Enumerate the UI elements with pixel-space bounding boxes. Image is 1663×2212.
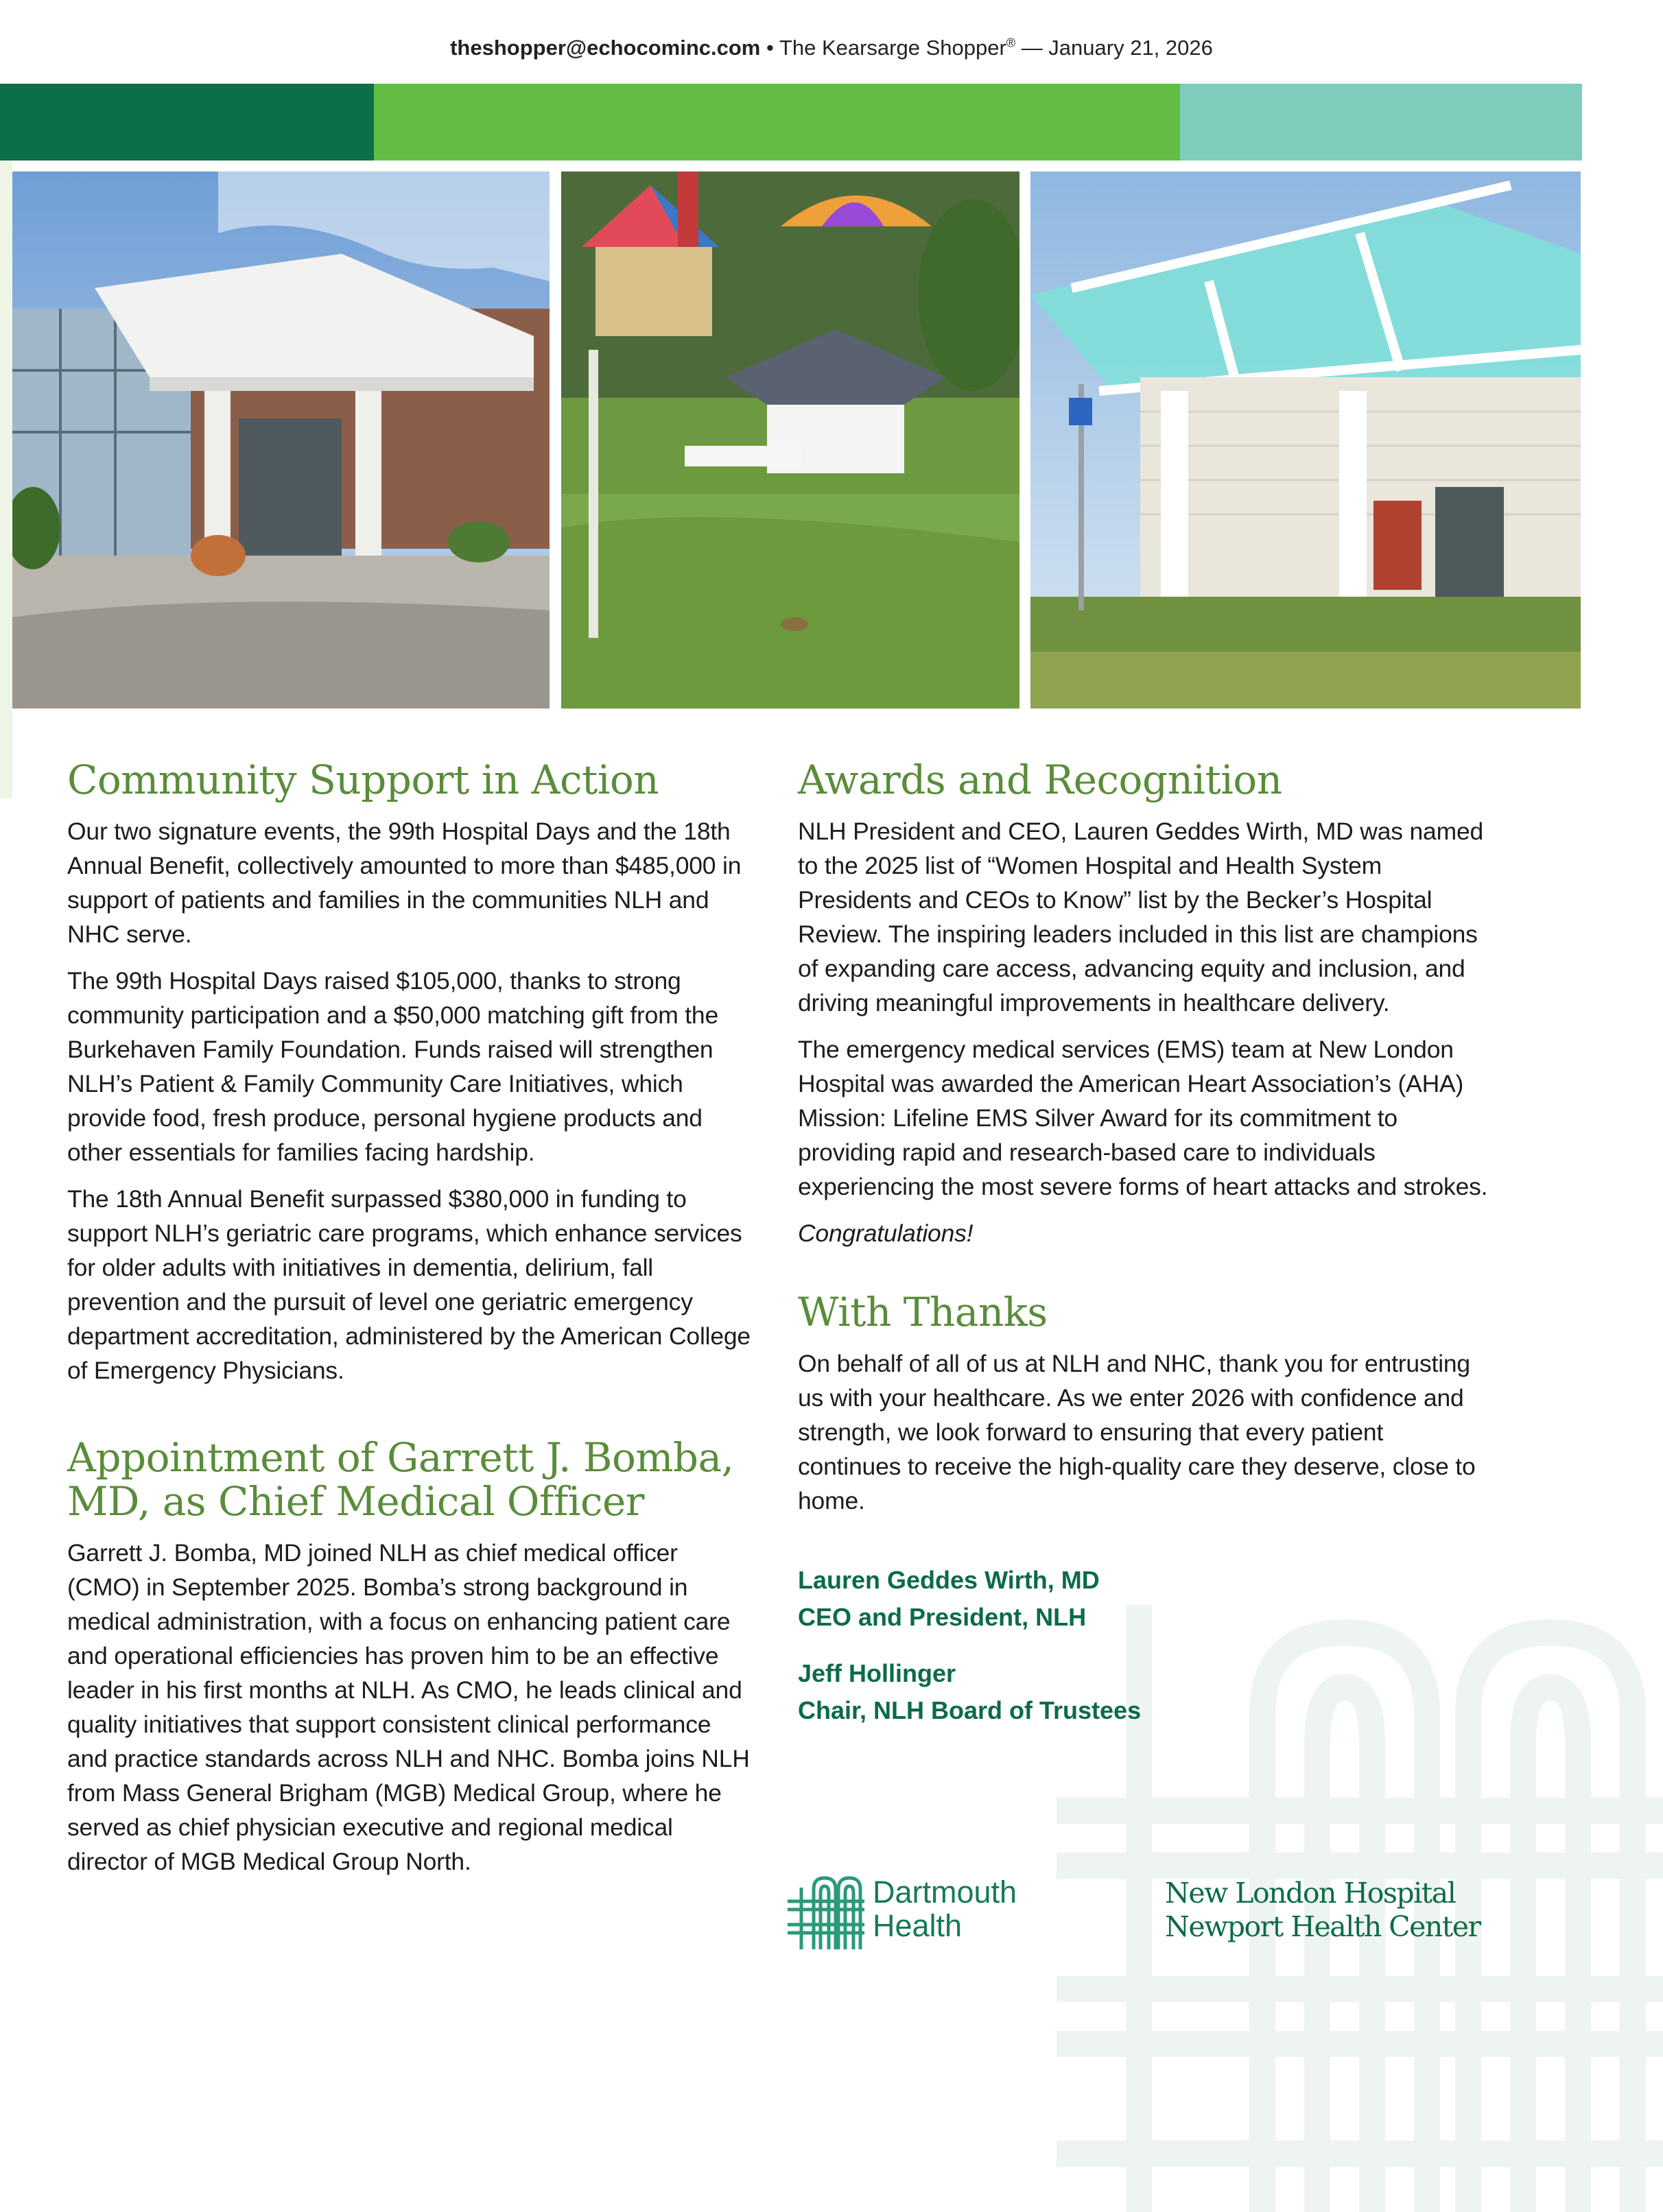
signature-name: Jeff Hollinger [798, 1659, 956, 1687]
dartmouth-lattice-icon [788, 1874, 864, 1949]
nlh-name: New London Hospital [1165, 1877, 1456, 1910]
dartmouth-health-logo [788, 1874, 1089, 1956]
left-column [67, 758, 753, 1891]
appointment-paragraph: Garrett J. Bomba, MD joined NLH as chief medical officer (CMO) in September 2025. Bomba’s strong background in medical administration, with a focus on enhancing patient care and operational efficiencies has proven him to be an effective leader in his first months at NLH. As CMO, he leads clinical and quality initiatives that support consistent clinical performance and practice standards across NLH and NHC. Bomba joins NLH from Mass General Brigham (MGB) Medical Group, where he served as chief physician executive and regional medical director of MGB Medical Group North. [67, 1539, 750, 1875]
signature-title: CEO and President, NLH [798, 1603, 1087, 1631]
color-bar-bright-green [374, 84, 1180, 160]
photo-health-center-canopy [1030, 171, 1581, 709]
signature-title: Chair, NLH Board of Trustees [798, 1696, 1142, 1724]
signature-block-2 [798, 1655, 1491, 1729]
dartmouth-line-2: Health [873, 1908, 963, 1943]
signature-name: Lauren Geddes Wirth, MD [798, 1566, 1100, 1594]
heading-appointment: Appointment of Garrett J. Bomba, MD, as Chief Medical Officer [67, 1434, 734, 1525]
header-email: theshopper@echocominc.com [450, 36, 761, 60]
header-date: — January 21, 2026 [1021, 36, 1213, 60]
community-paragraph-2: The 99th Hospital Days raised $105,000, thanks to strong community participation and a $50,000 matching gift from the Burkehaven Family Foundation. Funds raised will strengthen NLH’s Patient & Family Community Care Initiatives, which provide food, fresh produce, personal hygiene products and other essentials for families facing hardship. [67, 967, 718, 1166]
heading-with-thanks: With Thanks [798, 1289, 1048, 1335]
awards-paragraph-2: The emergency medical services (EMS) team at New London Hospital was awarded the American Heart Association’s (AHA) Mission: Lifeline EMS Silver Award for its commitment to providing rapid and research-based care to individuals experiencing the most severe forms of heart attacks and strokes. [798, 1036, 1488, 1200]
right-column [798, 758, 1491, 1729]
color-bar-dark-green [0, 84, 374, 160]
nhc-name: Newport Health Center [1165, 1910, 1481, 1943]
heading-community-support: Community Support in Action [67, 757, 659, 803]
awards-paragraph-1: NLH President and CEO, Lauren Geddes Wirth, MD was named to the 2025 list of “Women Hospital and Health System Presidents and CEOs to Know” list by the Becker’s Hospital Review. The inspiring leaders included in this list are champions of expanding care access, advancing equity and inclusion, and driving meaningful improvements in healthcare delivery. [798, 818, 1484, 1016]
heading-awards: Awards and Recognition [798, 757, 1282, 803]
header-publication: The Kearsarge Shopper [779, 36, 1006, 60]
community-paragraph-1: Our two signature events, the 99th Hospital Days and the 18th Annual Benefit, collectively amounted to more than $485,000 in support of patients and families in the communities NLH and NHC serve. [67, 818, 742, 948]
signature-block-1 [798, 1562, 1491, 1636]
dartmouth-line-1: Dartmouth [873, 1875, 1017, 1910]
registered-mark: ® [1006, 36, 1016, 50]
page-header [0, 36, 1663, 60]
header-separator: • [766, 36, 774, 60]
photo-hospital-days-fair [561, 171, 1019, 709]
left-accent-strip [0, 160, 12, 798]
community-paragraph-3: The 18th Annual Benefit surpassed $380,000 in funding to support NLH’s geriatric care programs, which enhance services for older adults with initiatives in dementia, delirium, fall prevention and the pursuit of level one geriatric emergency department accreditation, administered by the American College of Emergency Physicians. [67, 1185, 751, 1384]
nlh-nhc-logo [1165, 1877, 1549, 1944]
photo-hospital-entrance [12, 171, 550, 709]
awards-congratulations: Congratulations! [798, 1220, 974, 1247]
color-bar-teal [1180, 84, 1582, 160]
thanks-paragraph: On behalf of all of us at NLH and NHC, thank you for entrusting us with your healthcare. As we enter 2026 with confidence and strength, we look forward to ensuring that every patient continues to receive the high-quality care they deserve, close to home. [798, 1350, 1476, 1514]
